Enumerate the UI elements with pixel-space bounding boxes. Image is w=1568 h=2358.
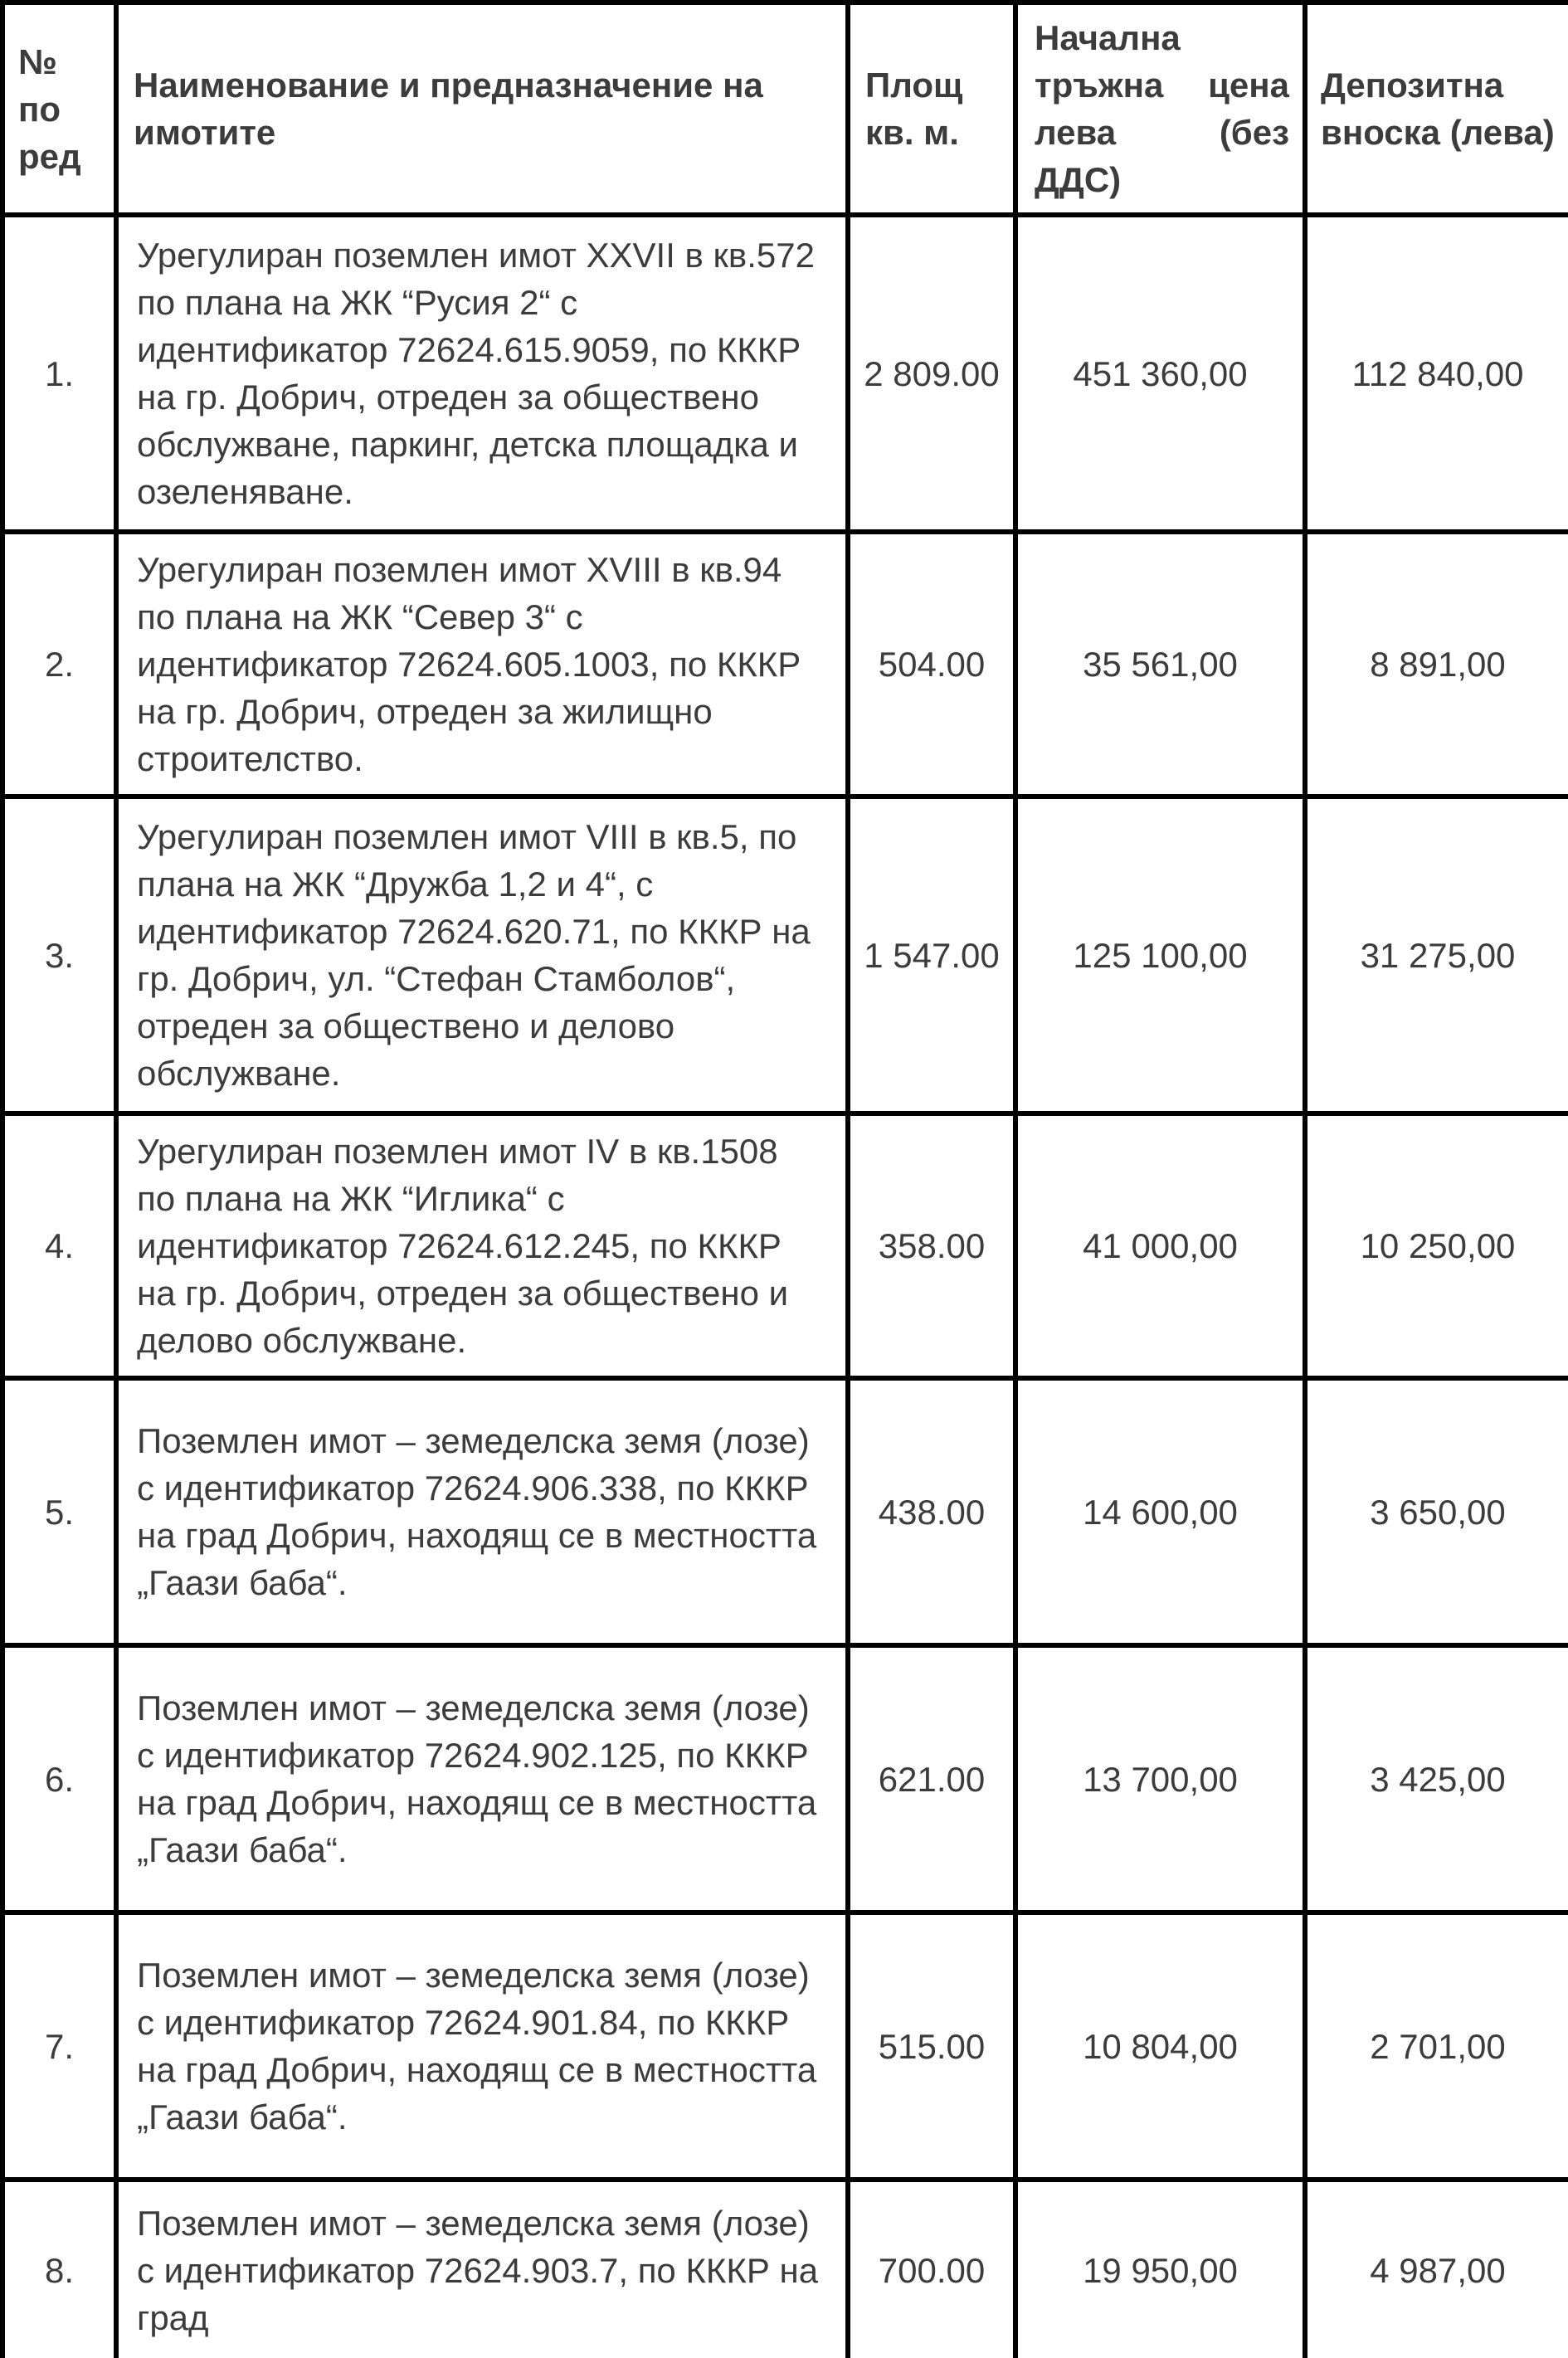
starting-price-cell: 35 561,00 <box>1015 532 1305 797</box>
property-description-cell: Поземлен имот – земеделска земя (лозе) с идентификатор 72624.906.338, по КККР на град Добрич, находящ се в местността „Гаази баба“. <box>116 1378 848 1645</box>
table-row <box>2 215 1568 532</box>
area-cell: 1 547.00 <box>848 797 1015 1113</box>
table-row <box>2 1378 1568 1645</box>
area-cell: 621.00 <box>848 1645 1015 1912</box>
starting-price-cell: 19 950,00 <box>1015 2180 1305 2358</box>
area-cell: 358.00 <box>848 1113 1015 1378</box>
area-cell: 515.00 <box>848 1912 1015 2180</box>
property-description-cell: Поземлен имот – земеделска земя (лозе) с идентификатор 72624.902.125, по КККР на град Добрич, находящ се в местността „Гаази баба“. <box>116 1645 848 1912</box>
deposit-cell: 2 701,00 <box>1305 1912 1568 2180</box>
deposit-cell: 112 840,00 <box>1305 215 1568 532</box>
property-description-cell: Урегулиран поземлен имот XXVII в кв.572 по плана на ЖК “Русия 2“ с идентификатор 72624.615.9059, по КККР на гр. Добрич, отреден за обществено обслужване, паркинг, детска площадка и озеленяване. <box>116 215 848 532</box>
header-row <box>2 2 1568 215</box>
starting-price-cell: 41 000,00 <box>1015 1113 1305 1378</box>
table-row <box>2 2180 1568 2358</box>
row-number-cell: 2. <box>2 532 116 797</box>
area-cell: 2 809.00 <box>848 215 1015 532</box>
starting-price-cell: 13 700,00 <box>1015 1645 1305 1912</box>
deposit-cell: 10 250,00 <box>1305 1113 1568 1378</box>
header-starting-price: Начална тръжна цена лева (без ДДС) <box>1015 2 1305 215</box>
area-cell: 700.00 <box>848 2180 1015 2358</box>
table-row <box>2 797 1568 1113</box>
row-number-cell: 3. <box>2 797 116 1113</box>
table-row <box>2 1113 1568 1378</box>
table-row <box>2 1912 1568 2180</box>
row-number-cell: 4. <box>2 1113 116 1378</box>
property-description-cell: Урегулиран поземлен имот VIII в кв.5, по плана на ЖК “Дружба 1,2 и 4“, с идентификатор 72624.620.71, по КККР на гр. Добрич, ул. “Стефан Стамболов“, отреден за обществено и делово обслужване. <box>116 797 848 1113</box>
deposit-cell: 4 987,00 <box>1305 2180 1568 2358</box>
table-header <box>2 2 1568 215</box>
starting-price-cell: 451 360,00 <box>1015 215 1305 532</box>
area-cell: 504.00 <box>848 532 1015 797</box>
starting-price-cell: 10 804,00 <box>1015 1912 1305 2180</box>
property-description-cell: Урегулиран поземлен имот XVIII в кв.94 по плана на ЖК “Север 3“ с идентификатор 72624.605.1003, по КККР на гр. Добрич, отреден за жилищно строителство. <box>116 532 848 797</box>
row-number-cell: 6. <box>2 1645 116 1912</box>
header-deposit: Депозитна вноска (лева) <box>1305 2 1568 215</box>
header-row-number: № по ред <box>2 2 116 215</box>
row-number-cell: 5. <box>2 1378 116 1645</box>
deposit-cell: 3 425,00 <box>1305 1645 1568 1912</box>
starting-price-cell: 14 600,00 <box>1015 1378 1305 1645</box>
property-description-cell: Урегулиран поземлен имот IV в кв.1508 по плана на ЖК “Иглика“ с идентификатор 72624.612.245, по КККР на гр. Добрич, отреден за обществено и делово обслужване. <box>116 1113 848 1378</box>
table-row <box>2 1645 1568 1912</box>
area-cell: 438.00 <box>848 1378 1015 1645</box>
deposit-cell: 8 891,00 <box>1305 532 1568 797</box>
deposit-cell: 31 275,00 <box>1305 797 1568 1113</box>
row-number-cell: 8. <box>2 2180 116 2358</box>
header-area: Площ кв. м. <box>848 2 1015 215</box>
property-description-cell: Поземлен имот – земеделска земя (лозе) с идентификатор 72624.901.84, по КККР на град Добрич, находящ се в местността „Гаази баба“. <box>116 1912 848 2180</box>
table-body <box>2 215 1568 2358</box>
header-property-description: Наименование и предназначение на имотите <box>116 2 848 215</box>
row-number-cell: 7. <box>2 1912 116 2180</box>
deposit-cell: 3 650,00 <box>1305 1378 1568 1645</box>
starting-price-cell: 125 100,00 <box>1015 797 1305 1113</box>
property-description-cell: Поземлен имот – земеделска земя (лозе) с идентификатор 72624.903.7, по КККР на град <box>116 2180 848 2358</box>
table-row <box>2 532 1568 797</box>
row-number-cell: 1. <box>2 215 116 532</box>
